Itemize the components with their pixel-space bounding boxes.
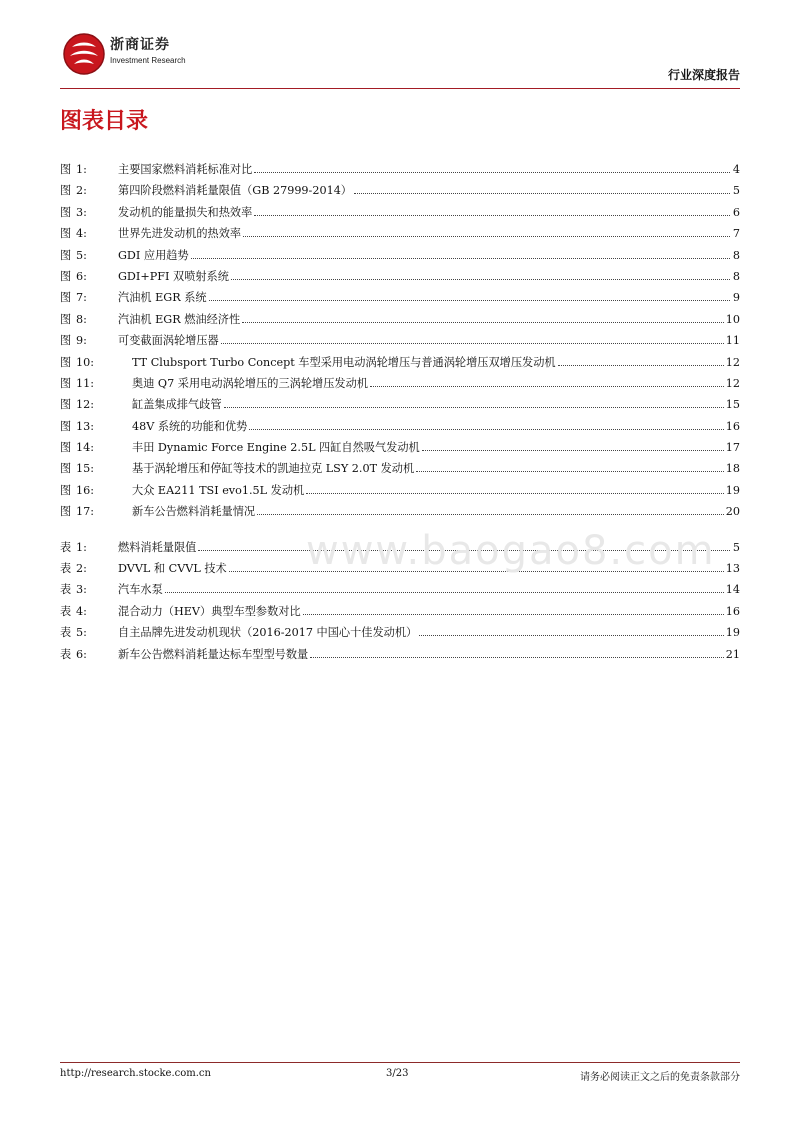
brand-name-cn: 浙商证券 (110, 37, 170, 53)
dot-leader (221, 343, 724, 344)
table-entry[interactable] (60, 581, 740, 602)
figure-entry[interactable] (60, 354, 740, 375)
footer-url[interactable]: http://research.stocke.com.cn (60, 1068, 211, 1079)
figure-entry[interactable] (60, 439, 740, 460)
entry-page: 19 (725, 626, 740, 640)
entry-number: 16: (76, 483, 95, 497)
entry-kind: 图 (60, 441, 72, 455)
entry-page: 6 (732, 205, 740, 219)
page-title: 图表目录 (60, 109, 149, 134)
entry-page: 19 (725, 483, 740, 497)
entry-title: 丰田 Dynamic Force Engine 2.5L 四缸自然吸气发动机 (132, 441, 420, 455)
entry-number: 6: (76, 269, 87, 283)
report-type-label: 行业深度报告 (667, 68, 740, 82)
figure-entry[interactable] (60, 396, 740, 417)
entry-kind: 表 (60, 626, 72, 640)
entry-number: 5: (76, 626, 87, 640)
dot-leader (257, 514, 724, 515)
header-divider (60, 88, 740, 89)
entry-kind: 图 (60, 184, 72, 198)
entry-page: 8 (732, 269, 740, 283)
entry-number: 4: (76, 227, 87, 241)
entry-kind: 表 (60, 604, 72, 618)
entry-number: 7: (76, 291, 87, 305)
entry-page: 12 (725, 376, 740, 390)
entry-kind: 图 (60, 355, 72, 369)
entry-number: 4: (76, 604, 87, 618)
figure-entry[interactable] (60, 482, 740, 503)
entry-number: 8: (76, 312, 87, 326)
entry-kind: 表 (60, 583, 72, 597)
entry-page: 21 (725, 647, 740, 661)
figure-list (60, 161, 740, 525)
figure-entry[interactable] (60, 182, 740, 203)
entry-number: 9: (76, 334, 87, 348)
entry-kind: 图 (60, 312, 72, 326)
figure-entry[interactable] (60, 460, 740, 481)
entry-number: 3: (76, 583, 87, 597)
entry-number: 15: (76, 462, 95, 476)
entry-page: 12 (725, 355, 740, 369)
entry-number: 17: (76, 505, 95, 519)
entry-number: 1: (76, 540, 87, 554)
entry-kind: 表 (60, 647, 72, 661)
dot-leader (243, 236, 730, 237)
entry-title: 汽油机 EGR 系统 (118, 291, 207, 305)
entry-kind: 图 (60, 334, 72, 348)
entry-page: 11 (725, 334, 740, 348)
dot-leader (224, 407, 724, 408)
dot-leader (310, 657, 724, 658)
entry-number: 6: (76, 647, 87, 661)
entry-number: 2: (76, 562, 87, 576)
figure-entry[interactable] (60, 418, 740, 439)
dot-leader (254, 172, 730, 173)
figure-entry[interactable] (60, 268, 740, 289)
entry-kind: 图 (60, 291, 72, 305)
entry-title: 汽车水泵 (118, 583, 163, 597)
entry-page: 8 (732, 248, 740, 262)
entry-page: 7 (732, 227, 740, 241)
entry-page: 15 (725, 398, 740, 412)
figure-entry[interactable] (60, 375, 740, 396)
entry-title: 自主品牌先进发动机现状（2016-2017 中国心十佳发动机） (118, 626, 418, 640)
entry-number: 5: (76, 248, 87, 262)
brand-name-en: Investment Research (110, 56, 186, 65)
entry-title: 发动机的能量损失和热效率 (118, 205, 253, 219)
footer-disclaimer: 请务必阅读正文之后的免责条款部分 (580, 1072, 740, 1083)
entry-page: 13 (725, 562, 740, 576)
entry-kind: 表 (60, 562, 72, 576)
entry-kind: 图 (60, 227, 72, 241)
entry-kind: 图 (60, 505, 72, 519)
entry-page: 10 (725, 312, 740, 326)
table-entry[interactable] (60, 624, 740, 645)
entry-kind: 图 (60, 419, 72, 433)
dot-leader (254, 215, 730, 216)
entry-title: GDI 应用趋势 (118, 248, 189, 262)
brand-logo-icon (62, 32, 106, 76)
entry-title: 新车公告燃料消耗量情况 (132, 505, 256, 519)
entry-page: 5 (732, 540, 740, 554)
entry-number: 10: (76, 355, 95, 369)
page-number: 3/23 (386, 1068, 409, 1079)
entry-kind: 图 (60, 248, 72, 262)
entry-page: 4 (732, 163, 740, 176)
table-entry[interactable] (60, 603, 740, 624)
entry-number: 14: (76, 441, 95, 455)
entry-page: 17 (725, 441, 740, 455)
entry-kind: 图 (60, 376, 72, 390)
dot-leader (558, 365, 724, 366)
figure-entry[interactable] (60, 204, 740, 225)
entry-number: 13: (76, 419, 95, 433)
entry-number: 11: (76, 376, 95, 390)
entry-title: 大众 EA211 TSI evo1.5L 发动机 (132, 483, 305, 497)
dot-leader (370, 386, 724, 387)
entry-title: 世界先进发动机的热效率 (118, 227, 242, 241)
figure-entry[interactable] (60, 247, 740, 268)
figure-entry[interactable] (60, 289, 740, 310)
footer-divider (60, 1062, 740, 1063)
entry-title: 48V 系统的功能和优势 (132, 419, 248, 433)
table-entry[interactable] (60, 646, 740, 667)
dot-leader (419, 635, 724, 636)
dot-leader (165, 592, 724, 593)
entry-page: 16 (725, 419, 740, 433)
figure-entry[interactable] (60, 161, 740, 182)
entry-title: GDI+PFI 双喷射系统 (118, 269, 229, 283)
entry-number: 12: (76, 398, 95, 412)
entry-title: 汽油机 EGR 燃油经济性 (118, 312, 241, 326)
dot-leader (354, 193, 730, 194)
entry-title: 燃料消耗量限值 (118, 540, 197, 554)
dot-leader (416, 471, 724, 472)
dot-leader (191, 258, 730, 259)
entry-title: 缸盖集成排气歧管 (132, 398, 222, 412)
entry-title: 第四阶段燃料消耗量限值（GB 27999-2014） (118, 184, 352, 198)
entry-title: DVVL 和 CVVL 技术 (118, 562, 227, 576)
entry-kind: 图 (60, 398, 72, 412)
entry-title: 基于涡轮增压和停缸等技术的凯迪拉克 LSY 2.0T 发动机 (132, 462, 415, 476)
entry-title: TT Clubsport Turbo Concept 车型采用电动涡轮增压与普通涡轮增压双增压发动机 (132, 355, 556, 369)
entry-kind: 图 (60, 269, 72, 283)
figure-entry[interactable] (60, 332, 740, 353)
entry-page: 16 (725, 604, 740, 618)
entry-kind: 图 (60, 483, 72, 497)
entry-page: 14 (725, 583, 740, 597)
dot-leader (249, 429, 723, 430)
entry-page: 9 (732, 291, 740, 305)
dot-leader (242, 322, 724, 323)
entry-number: 3: (76, 205, 87, 219)
dot-leader (422, 450, 724, 451)
entry-title: 新车公告燃料消耗量达标车型型号数量 (118, 647, 309, 661)
figure-entry[interactable] (60, 225, 740, 246)
entry-title: 奥迪 Q7 采用电动涡轮增压的三涡轮增压发动机 (132, 376, 368, 390)
dot-leader (306, 493, 724, 494)
entry-kind: 表 (60, 540, 72, 554)
entry-page: 18 (725, 462, 740, 476)
entry-title: 主要国家燃料消耗标准对比 (118, 163, 253, 176)
entry-kind: 图 (60, 205, 72, 219)
entry-number: 1: (76, 163, 87, 176)
entry-page: 20 (725, 505, 740, 519)
entry-title: 可变截面涡轮增压器 (118, 334, 219, 348)
entry-title: 混合动力（HEV）典型车型参数对比 (118, 604, 301, 618)
entry-page: 5 (732, 184, 740, 198)
dot-leader (209, 300, 730, 301)
figure-table-index (60, 161, 740, 667)
entry-number: 2: (76, 184, 87, 198)
dot-leader (303, 614, 724, 615)
page-header (60, 30, 740, 88)
watermark: www.baogao8.com (306, 528, 716, 574)
entry-kind: 图 (60, 163, 72, 176)
figure-entry[interactable] (60, 503, 740, 524)
figure-entry[interactable] (60, 311, 740, 332)
dot-leader (231, 279, 730, 280)
entry-kind: 图 (60, 462, 72, 476)
